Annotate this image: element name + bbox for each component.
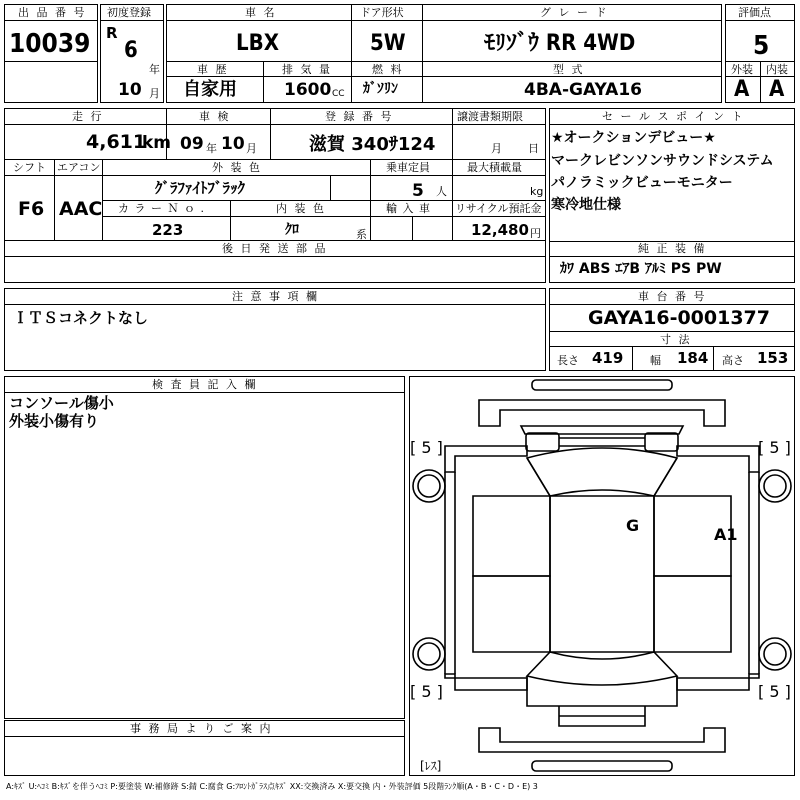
displacement-label: 排 気 量: [282, 63, 332, 76]
inspector-line-2: 外装小傷有り: [9, 412, 100, 430]
car-name: LBX: [236, 31, 279, 56]
recycle-label: リサイクル預託金: [455, 202, 542, 215]
score-label: 評価点: [738, 6, 771, 19]
color: ｸﾞﾗﾌｧｲﾄﾌﾞﾗｯｸ: [155, 179, 246, 197]
shift-label: シフト: [13, 161, 46, 174]
equipment: ｶﾜ ABS ｴｱB ｱﾙﾐ PS PW: [560, 261, 722, 277]
office-label: 事 務 局 よ り ご 案 内: [130, 722, 273, 735]
inspection-label: 車 検: [199, 110, 231, 123]
fuel-label: 燃 料: [372, 63, 404, 76]
model-label: 型 式: [553, 63, 585, 76]
equipment-label: 純 正 装 備: [638, 242, 707, 255]
dimensions-label: 寸 法: [660, 333, 692, 346]
plate-label: 登 録 番 号: [325, 110, 394, 123]
transfer-month-unit: 月: [491, 142, 502, 155]
height-label: 高さ: [722, 354, 744, 367]
lot-number-label: 出 品 番 号: [18, 6, 87, 19]
interior-color: ｸﾛ: [285, 222, 299, 238]
height: 153: [757, 349, 789, 367]
year-unit: 年: [149, 63, 160, 76]
width: 184: [677, 349, 709, 367]
era-prefix: R: [106, 24, 118, 42]
door-label: ドア形状: [360, 6, 404, 19]
inspector-label: 検 査 員 記 入 欄: [152, 378, 258, 391]
capacity: 5: [412, 181, 424, 201]
legend: A:ｷｽﾞ U:ﾍｺﾐ B:ｷｽﾞを伴うﾍｺﾐ P:要塗装 W:補修跡 S:錆 C:腐食 G:ﾌﾛﾝﾄｶﾞﾗｽ点ｷｽﾞ XX:交換済み X:要交換 内・外装評価 5段階ﾗﾝｸ順(A・B・C・D・E) 3: [6, 782, 538, 791]
inspection-year-unit: 年: [206, 142, 217, 155]
shift: F6: [18, 198, 45, 220]
displacement-unit: CC: [332, 89, 345, 99]
damage-mark-windshield: G: [626, 516, 640, 535]
mileage-label: 走 行: [72, 110, 104, 123]
transfer-day-unit: 日: [528, 142, 539, 155]
fuel: ｶﾞｿﾘﾝ: [363, 81, 398, 97]
inspector-line-1: コンソール傷小: [9, 394, 114, 412]
registration-year: 6: [124, 38, 138, 63]
sales-point-4: 寒冷地仕様: [551, 197, 621, 213]
first-registration-label: 初度登録: [107, 6, 151, 19]
capacity-label: 乗車定員: [386, 161, 430, 174]
recycle-unit: 円: [530, 227, 541, 240]
tire-rear-left: [ 5 ]: [410, 682, 443, 701]
car-diagram: [409, 376, 795, 776]
plate-number: 滋賀 340ｻ124: [309, 134, 436, 155]
max-load-label: 最大積載量: [467, 161, 522, 174]
interior-color-label: 内 装 色: [276, 202, 326, 215]
ac: AAC: [59, 198, 103, 220]
car-name-label: 車 名: [245, 6, 277, 19]
tire-rear-right: [ 5 ]: [758, 682, 791, 701]
color-label: 外 装 色: [212, 161, 262, 174]
sales-point-1: ★オークションデビュー★: [551, 130, 716, 146]
exterior-label: 外装: [731, 63, 753, 76]
interior-label: 内装: [766, 63, 788, 76]
transfer-deadline-label: 譲渡書類期限: [457, 110, 523, 123]
inspection-month-unit: 月: [246, 142, 257, 155]
grade-label: グ レ ー ド: [540, 6, 609, 19]
capacity-unit: 人: [436, 185, 447, 198]
chassis-label: 車 台 番 号: [638, 290, 707, 303]
color-number: 223: [152, 221, 184, 239]
door-type: 5W: [370, 31, 406, 56]
lot-number: 10039: [9, 29, 91, 59]
sales-point-3: パノラミックビューモニター: [551, 175, 733, 191]
spare-tire: [ﾚｽ]: [420, 759, 442, 773]
inspection-month: 10: [221, 134, 245, 154]
max-load-unit: kg: [530, 185, 544, 198]
grade: ﾓﾘｿﾞｳ RR 4WD: [484, 31, 636, 56]
history-label: 車 歴: [197, 63, 229, 76]
score: 5: [753, 31, 770, 61]
tire-front-left: [ 5 ]: [410, 438, 443, 457]
chassis-number: GAYA16-0001377: [588, 307, 770, 329]
caution-text: ＩＴＳコネクトなし: [13, 309, 149, 327]
caution-label: 注 意 事 項 欄: [232, 290, 319, 303]
mileage-unit: km: [142, 133, 172, 153]
recycle-fee: 12,480: [471, 221, 529, 239]
month-unit: 月: [149, 87, 160, 100]
length: 419: [592, 349, 624, 367]
sales-points-label: セ ー ル ス ポ イ ン ト: [602, 110, 745, 123]
later-parts-label: 後 日 発 送 部 品: [222, 242, 328, 255]
mileage: 4,611: [86, 131, 147, 153]
exterior-grade: A: [734, 77, 750, 102]
inspection-year: 09: [180, 134, 204, 154]
color-number-label: カ ラ ー Ｎ ｏ .: [118, 202, 205, 215]
length-label: 長さ: [557, 354, 579, 367]
displacement: 1600: [284, 80, 332, 100]
lot-number-spacer: [4, 61, 98, 103]
interior-color-unit: 系: [356, 228, 367, 241]
registration-month: 10: [118, 80, 142, 100]
ac-label: エアコン: [57, 161, 101, 174]
interior-grade: A: [769, 77, 785, 102]
model: 4BA-GAYA16: [524, 80, 642, 100]
history: 自家用: [183, 79, 237, 100]
damage-mark-right-door: A1: [714, 525, 738, 544]
width-label: 幅: [650, 354, 661, 367]
sales-point-2: マークレビンソンサウンドシステム: [551, 153, 774, 169]
import-label: 輸 入 車: [386, 202, 431, 215]
tire-front-right: [ 5 ]: [758, 438, 791, 457]
